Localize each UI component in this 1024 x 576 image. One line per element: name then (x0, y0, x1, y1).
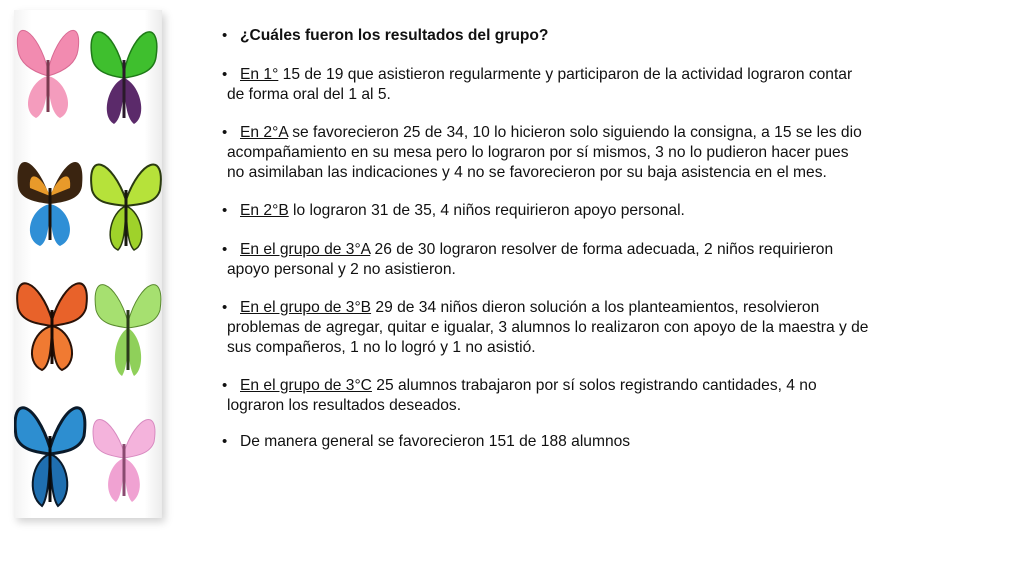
group-label: En 2°B (240, 202, 289, 219)
blue-butterfly (15, 408, 85, 506)
pink-butterfly (17, 30, 78, 118)
group-label: En el grupo de 3°B (240, 299, 372, 316)
list-item-5 (222, 298, 962, 358)
butterflies-illustration (14, 10, 162, 518)
item-text-line: lograron los resultados deseados. (227, 397, 462, 414)
list-item-1 (222, 65, 962, 105)
item-text-line: apoyo personal y 2 no asistieron. (227, 261, 456, 278)
bullet-icon: • (222, 377, 228, 394)
item-text-line: 15 de 19 que asistieron regularmente y participaron de la actividad lograron contar (278, 66, 853, 83)
group-label: En 1° (240, 66, 279, 83)
bullet-icon: • (222, 27, 228, 44)
item-text-line: de forma oral del 1 al 5. (227, 86, 391, 103)
item-text-line: 26 de 30 lograron resolver de forma adecuada, 2 niños requirieron (370, 241, 834, 258)
summary-text: De manera general se favorecieron 151 de 188 alumnos (240, 433, 631, 450)
results-list (222, 26, 962, 452)
item-text-line: 25 alumnos trabajaron por sí solos registrando cantidades, 4 no (371, 377, 817, 394)
list-item-4 (222, 240, 962, 280)
group-label: En el grupo de 3°C (240, 377, 372, 394)
group-label: En el grupo de 3°A (240, 241, 371, 258)
group-label: En 2°A (240, 124, 288, 141)
butterfly-image-strip (14, 10, 162, 518)
green-butterfly (91, 32, 157, 124)
light-green-butterfly (95, 285, 161, 376)
list-item-summary (222, 432, 962, 452)
bullet-icon: • (222, 299, 228, 316)
yellow-green-butterfly (91, 165, 161, 250)
item-text-line: 29 de 34 niños dieron solución a los planteamientos, resolvieron (371, 299, 820, 316)
bullet-icon: • (222, 66, 228, 83)
item-text-line: acompañamiento en su mesa pero lo lograron por sí mismos, 3 no lo pudieron hacer pues (227, 144, 849, 161)
list-item-heading (222, 26, 962, 46)
bullet-icon: • (222, 433, 228, 450)
blue-orange-butterfly (18, 162, 83, 246)
item-text-line: no asimilaban las indicaciones y 4 no se favorecieron por su baja asistencia en el mes. (227, 164, 827, 181)
list-item-3 (222, 201, 962, 221)
bullet-icon: • (222, 202, 228, 219)
item-text-line: sus compañeros, 1 no lo logró y 1 no asistió. (227, 339, 536, 356)
item-text-line: problemas de agregar, quitar e igualar, 3 alumnos lo realizaron con apoyo de la maestra y de (227, 319, 869, 336)
light-pink-butterfly (93, 419, 155, 502)
item-text-line: lo lograron 31 de 35, 4 niños requirieron apoyo personal. (288, 202, 685, 219)
slide-heading: ¿Cuáles fueron los resultados del grupo? (240, 27, 549, 44)
bullet-icon: • (222, 241, 228, 258)
list-item-2 (222, 123, 962, 183)
orange-butterfly (17, 283, 87, 370)
item-text-line: se favorecieron 25 de 34, 10 lo hicieron solo siguiendo la consigna, a 15 se les dio (287, 124, 862, 141)
bullet-icon: • (222, 124, 228, 141)
list-item-6 (222, 376, 962, 416)
